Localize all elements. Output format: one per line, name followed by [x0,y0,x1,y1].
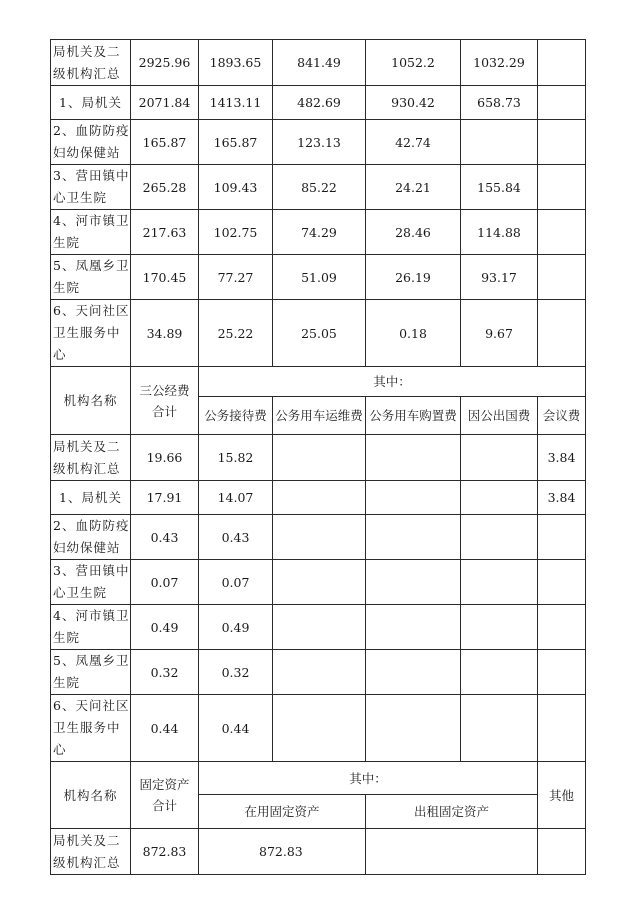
value-cell: 872.83 [199,829,366,875]
value-cell: 42.74 [366,120,461,165]
value-cell: 15.82 [199,435,273,481]
table-row [51,86,586,120]
value-cell: 0.32 [131,650,199,695]
value-cell: 114.88 [461,210,538,255]
value-cell: 77.27 [199,255,273,300]
value-cell: 0.07 [131,560,199,605]
value-cell: 0.44 [131,695,199,762]
value-cell [538,86,586,120]
header-total: 三公经费合计 [131,367,199,435]
table-row [51,165,586,210]
section-header-row [51,762,586,795]
header-of-which: 其中： [199,367,586,397]
value-cell: 170.45 [131,255,199,300]
value-cell: 0.49 [131,605,199,650]
table-row [51,435,586,481]
header-vehicle-op: 公务用车运维费 [273,397,366,435]
value-cell: 872.83 [131,829,199,875]
value-cell: 1032.29 [461,40,538,86]
value-cell [461,435,538,481]
value-cell: 0.07 [199,560,273,605]
value-cell [366,695,461,762]
value-cell [538,560,586,605]
value-cell [538,695,586,762]
value-cell: 24.21 [366,165,461,210]
table-row [51,515,586,560]
value-cell: 165.87 [199,120,273,165]
table-row [51,40,586,86]
budget-table [50,39,586,875]
value-cell [538,300,586,367]
section-header-row [51,367,586,397]
table-row [51,650,586,695]
value-cell [366,435,461,481]
value-cell [273,560,366,605]
value-cell: 217.63 [131,210,199,255]
header-other: 其他 [538,762,586,829]
value-cell: 85.22 [273,165,366,210]
value-cell: 109.43 [199,165,273,210]
value-cell [366,560,461,605]
value-cell: 74.29 [273,210,366,255]
value-cell: 51.09 [273,255,366,300]
value-cell: 25.22 [199,300,273,367]
header-rented: 出租固定资产 [366,795,538,829]
table-row [51,605,586,650]
value-cell: 102.75 [199,210,273,255]
org-name-cell: 6、天问社区卫生服务中心 [51,695,131,762]
value-cell [273,515,366,560]
org-name-cell: 4、河市镇卫生院 [51,210,131,255]
value-cell: 1052.2 [366,40,461,86]
header-total: 固定资产合计 [131,762,199,829]
value-cell: 0.44 [199,695,273,762]
value-cell [366,605,461,650]
header-org-name: 机构名称 [51,367,131,435]
header-of-which: 其中： [199,762,538,795]
value-cell: 0.43 [199,515,273,560]
value-cell [538,829,586,875]
value-cell [538,210,586,255]
value-cell: 930.42 [366,86,461,120]
value-cell [538,165,586,210]
value-cell [461,695,538,762]
value-cell [273,481,366,515]
value-cell [273,605,366,650]
table-row [51,120,586,165]
org-name-cell: 局机关及二级机构汇总 [51,435,131,481]
header-meeting: 会议费 [538,397,586,435]
header-vehicle-buy: 公务用车购置费 [366,397,461,435]
value-cell [273,435,366,481]
value-cell [461,605,538,650]
value-cell: 19.66 [131,435,199,481]
value-cell: 658.73 [461,86,538,120]
org-name-cell: 3、营田镇中心卫生院 [51,165,131,210]
value-cell [461,650,538,695]
value-cell: 1893.65 [199,40,273,86]
value-cell: 93.17 [461,255,538,300]
value-cell: 9.67 [461,300,538,367]
value-cell [461,515,538,560]
value-cell: 0.32 [199,650,273,695]
table-row [51,829,586,875]
budget-table-sheet [50,39,586,875]
value-cell: 123.13 [273,120,366,165]
value-cell [538,120,586,165]
table-row [51,300,586,367]
value-cell: 2925.96 [131,40,199,86]
value-cell [461,120,538,165]
value-cell: 0.43 [131,515,199,560]
org-name-cell: 6、天问社区卫生服务中心 [51,300,131,367]
value-cell: 14.07 [199,481,273,515]
table-row [51,255,586,300]
value-cell [538,605,586,650]
value-cell: 155.84 [461,165,538,210]
header-in-use: 在用固定资产 [199,795,366,829]
value-cell: 0.18 [366,300,461,367]
value-cell [538,255,586,300]
header-reception: 公务接待费 [199,397,273,435]
value-cell: 165.87 [131,120,199,165]
org-name-cell: 2、血防防疫妇幼保健站 [51,515,131,560]
value-cell: 26.19 [366,255,461,300]
value-cell [538,650,586,695]
value-cell [273,650,366,695]
value-cell: 34.89 [131,300,199,367]
value-cell [366,481,461,515]
table-row [51,695,586,762]
value-cell [273,695,366,762]
org-name-cell: 4、河市镇卫生院 [51,605,131,650]
value-cell: 17.91 [131,481,199,515]
value-cell [461,481,538,515]
table-row [51,481,586,515]
org-name-cell: 2、血防防疫妇幼保健站 [51,120,131,165]
value-cell: 265.28 [131,165,199,210]
org-name-cell: 局机关及二级机构汇总 [51,40,131,86]
header-abroad: 因公出国费 [461,397,538,435]
table-row [51,560,586,605]
org-name-cell: 局机关及二级机构汇总 [51,829,131,875]
org-name-cell: 5、凤凰乡卫生院 [51,650,131,695]
value-cell: 25.05 [273,300,366,367]
value-cell [366,650,461,695]
value-cell [366,515,461,560]
value-cell: 482.69 [273,86,366,120]
org-name-cell: 3、营田镇中心卫生院 [51,560,131,605]
org-name-cell: 5、凤凰乡卫生院 [51,255,131,300]
value-cell: 841.49 [273,40,366,86]
value-cell [366,829,538,875]
table-row [51,210,586,255]
value-cell [538,515,586,560]
value-cell: 0.49 [199,605,273,650]
value-cell: 28.46 [366,210,461,255]
value-cell [461,560,538,605]
org-name-cell: 1、局机关 [51,86,131,120]
org-name-cell: 1、局机关 [51,481,131,515]
header-org-name: 机构名称 [51,762,131,829]
value-cell: 1413.11 [199,86,273,120]
value-cell: 3.84 [538,435,586,481]
value-cell: 2071.84 [131,86,199,120]
value-cell [538,40,586,86]
value-cell: 3.84 [538,481,586,515]
